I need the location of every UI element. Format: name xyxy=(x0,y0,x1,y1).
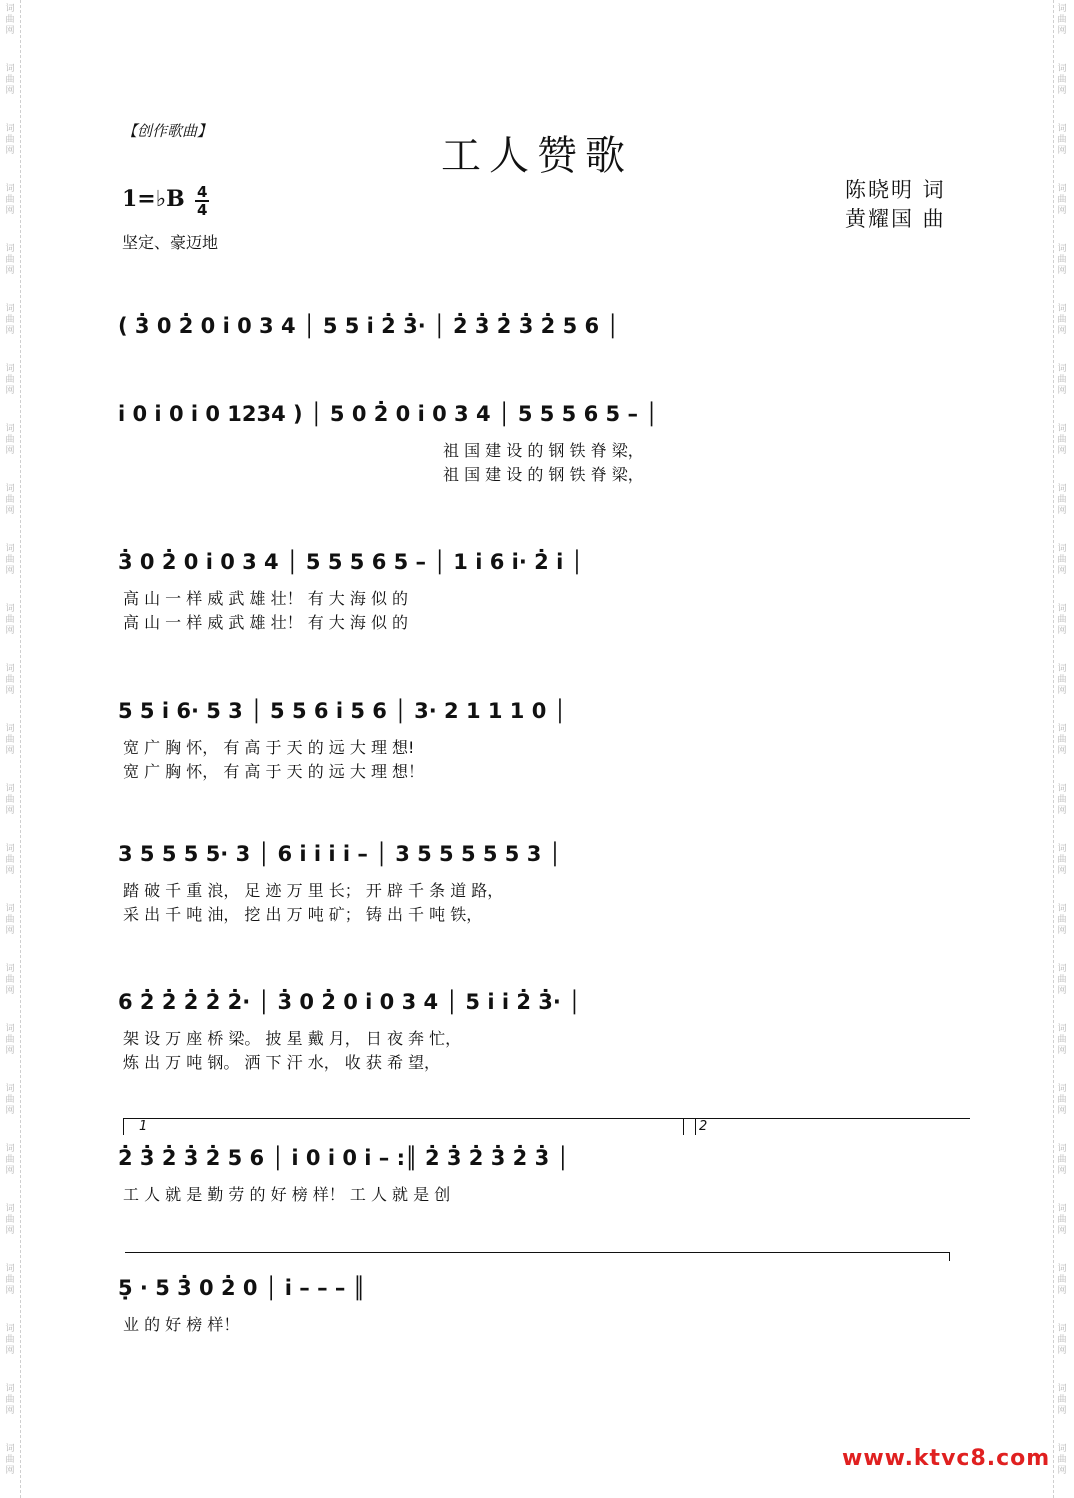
side-watermark-text: 词曲网 xyxy=(5,244,15,276)
side-watermark-text: 词曲网 xyxy=(5,1204,15,1236)
side-watermark-text: 词曲网 xyxy=(1057,604,1067,636)
side-watermark-text: 词曲网 xyxy=(5,424,15,456)
song-tag: 【创作歌曲】 xyxy=(122,122,213,140)
time-signature-bottom: 4 xyxy=(197,201,208,219)
side-watermark-text: 词曲网 xyxy=(5,1264,15,1296)
side-watermark-text: 词曲网 xyxy=(1057,964,1067,996)
side-watermark-text: 词曲网 xyxy=(5,1084,15,1116)
side-watermark-text: 词曲网 xyxy=(5,364,15,396)
side-watermark-text: 词曲网 xyxy=(5,4,15,36)
side-watermark-text: 词曲网 xyxy=(5,1144,15,1176)
first-ending-bracket: 1 xyxy=(123,1118,696,1135)
song-title: 工人赞歌 xyxy=(441,133,633,179)
side-watermark-text: 词曲网 xyxy=(5,184,15,216)
lyrics-verse-2: 采 出 千 吨 油， 挖 出 万 吨 矿； 铸 出 千 吨 铁， xyxy=(123,905,483,924)
side-watermark-text: 词曲网 xyxy=(5,724,15,756)
lyrics-verse-2: 高 山 一 样 威 武 雄 壮！ 有 大 海 似 的 xyxy=(123,613,409,632)
side-watermark-text: 词曲网 xyxy=(1057,784,1067,816)
side-watermark-text: 词曲网 xyxy=(5,664,15,696)
side-watermark-text: 词曲网 xyxy=(5,604,15,636)
site-watermark: www.ktvc8.com xyxy=(842,1446,1051,1471)
lyricist-credit: 陈晓明 词 xyxy=(845,178,946,202)
notation-line: 3 5 5 5 5· 3 │ 6 i i i i – │ 3 5 5 5 5 5 3 │ xyxy=(118,842,562,866)
lyrics-verse-2: 宽 广 胸 怀， 有 高 于 天 的 远 大 理 想！ xyxy=(123,762,425,781)
lyrics-verse-1: 业 的 好 榜 样！ xyxy=(123,1315,240,1334)
side-watermark-text: 词曲网 xyxy=(1057,1324,1067,1356)
side-watermark-text: 词曲网 xyxy=(1057,1204,1067,1236)
final-ending-bracket xyxy=(125,1252,950,1261)
side-watermark-text: 词曲网 xyxy=(1057,244,1067,276)
second-ending-bracket: 2 xyxy=(683,1118,970,1135)
side-watermark-text: 词曲网 xyxy=(5,1384,15,1416)
side-watermark-text: 词曲网 xyxy=(1057,184,1067,216)
side-watermark-text: 词曲网 xyxy=(5,124,15,156)
side-watermark-text: 词曲网 xyxy=(1057,1264,1067,1296)
side-watermark-text: 词曲网 xyxy=(1057,1144,1067,1176)
lyrics-verse-1: 踏 破 千 重 浪， 足 迹 万 里 长； 开 辟 千 条 道 路， xyxy=(123,881,504,900)
side-watermark-text: 词曲网 xyxy=(1057,304,1067,336)
side-watermark-text: 词曲网 xyxy=(5,844,15,876)
lyrics-verse-2: 炼 出 万 吨 钢。 洒 下 汗 水， 收 获 希 望， xyxy=(123,1053,441,1072)
side-watermark-text: 词曲网 xyxy=(1057,844,1067,876)
side-watermark-text: 词曲网 xyxy=(1057,904,1067,936)
notation-line: ( 3̇ 0 2̇ 0 i 0 3 4 │ 5 5 i 2̇ 3̇· │ 2̇ 3̇ 2̇ 3̇ 2̇ 5 6 │ xyxy=(118,314,620,338)
side-watermark-text: 词曲网 xyxy=(5,784,15,816)
side-watermark-text: 词曲网 xyxy=(1057,1024,1067,1056)
left-watermark-strip xyxy=(2,0,21,1498)
side-watermark-text: 词曲网 xyxy=(5,1024,15,1056)
side-watermark-text: 词曲网 xyxy=(1057,64,1067,96)
lyrics-verse-1: 宽 广 胸 怀， 有 高 于 天 的 远 大 理 想! xyxy=(123,738,415,757)
side-watermark-text: 词曲网 xyxy=(5,964,15,996)
tempo-marking: 坚定、豪迈地 xyxy=(122,233,219,252)
side-watermark-text: 词曲网 xyxy=(1057,364,1067,396)
key-signature: 1=♭B xyxy=(122,186,185,212)
notation-line: 3̇ 0 2̇ 0 i 0 3 4 │ 5 5 5 6 5 – │ 1 i 6 i· 2̇ i │ xyxy=(118,550,584,574)
lyrics-verse-1: 工 人 就 是 勤 劳 的 好 榜 样！ 工 人 就 是 创 xyxy=(123,1185,451,1204)
side-watermark-text: 词曲网 xyxy=(1057,1444,1067,1476)
lyrics-verse-1: 架 设 万 座 桥 梁。 披 星 戴 月， 日 夜 奔 忙， xyxy=(123,1029,462,1048)
lyrics-verse-2: 祖 国 建 设 的 钢 铁 脊 梁， xyxy=(443,465,644,484)
composer-credit: 黄耀国 曲 xyxy=(845,207,946,231)
notation-line: 5 5 i 6· 5 3 │ 5 5 6 i 5 6 │ 3· 2 1 1 1 0 │ xyxy=(118,699,567,723)
side-watermark-text: 词曲网 xyxy=(1057,4,1067,36)
side-watermark-text: 词曲网 xyxy=(1057,484,1067,516)
side-watermark-text: 词曲网 xyxy=(5,304,15,336)
lyrics-verse-1: 高 山 一 样 威 武 雄 壮！ 有 大 海 似 的 xyxy=(123,589,409,608)
side-watermark-text: 词曲网 xyxy=(5,1324,15,1356)
side-watermark-text: 词曲网 xyxy=(5,904,15,936)
side-watermark-text: 词曲网 xyxy=(1057,1084,1067,1116)
time-signature-top: 4 xyxy=(197,183,208,201)
time-signature xyxy=(195,184,209,218)
lyrics-verse-1: 祖 国 建 设 的 钢 铁 脊 梁， xyxy=(443,441,644,460)
side-watermark-text: 词曲网 xyxy=(1057,664,1067,696)
right-watermark-strip xyxy=(1053,0,1072,1498)
notation-line: 2̇ 3̇ 2̇ 3̇ 2̇ 5 6 │ i 0 i 0 i – :║ 2̇ 3̇ 2̇ 3̇ 2̇ 3̇ │ xyxy=(118,1146,570,1170)
side-watermark-text: 词曲网 xyxy=(1057,424,1067,456)
side-watermark-text: 词曲网 xyxy=(5,64,15,96)
notation-line: 5̣ · 5 3̇ 0 2̇ 0 │ i – – – ║ xyxy=(118,1276,366,1300)
side-watermark-text: 词曲网 xyxy=(1057,724,1067,756)
side-watermark-text: 词曲网 xyxy=(5,484,15,516)
notation-line: 6 2̇ 2̇ 2̇ 2̇ 2̇· │ 3̇ 0 2̇ 0 i 0 3 4 │ 5 i i 2̇ 3̇· │ xyxy=(118,990,581,1014)
notation-line: i 0 i 0 i 0 1234 ) │ 5 0 2̇ 0 i 0 3 4 │ 5 5 5 6 5 – │ xyxy=(118,402,658,426)
side-watermark-text: 词曲网 xyxy=(1057,124,1067,156)
side-watermark-text: 词曲网 xyxy=(5,544,15,576)
side-watermark-text: 词曲网 xyxy=(5,1444,15,1476)
side-watermark-text: 词曲网 xyxy=(1057,1384,1067,1416)
side-watermark-text: 词曲网 xyxy=(1057,544,1067,576)
